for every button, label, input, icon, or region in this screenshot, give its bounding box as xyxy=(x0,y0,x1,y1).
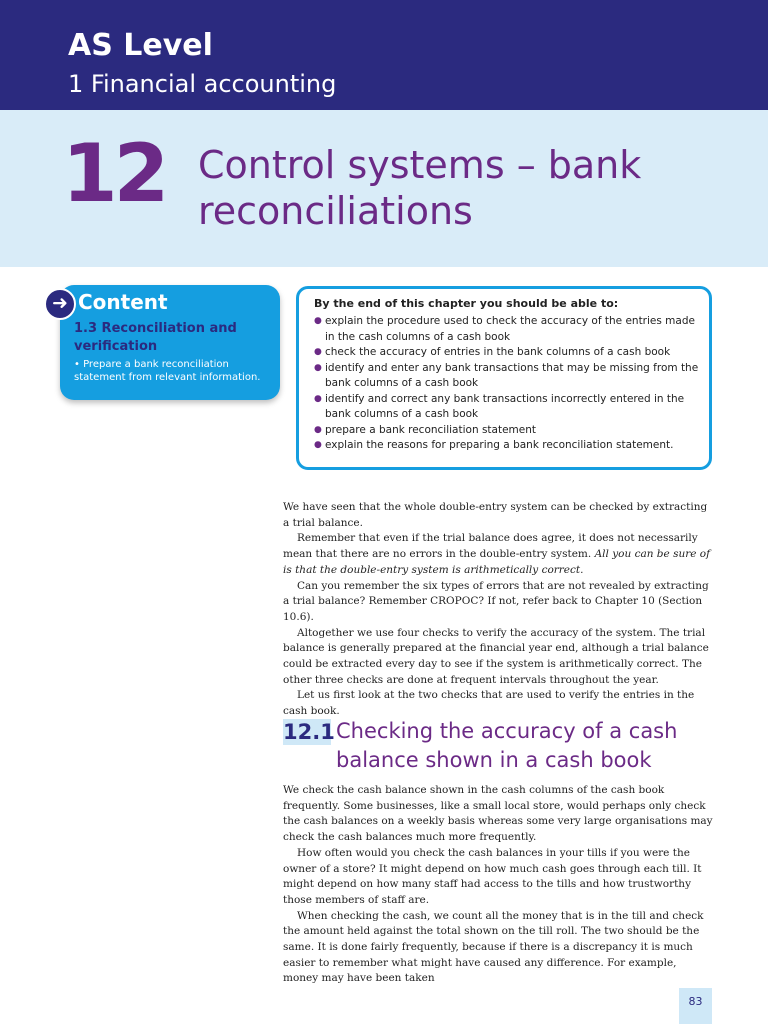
emphasis-text: All you can be sure of is that the double-entry system is arithmetically correct. xyxy=(283,548,711,576)
paragraph-text: Remember that even if the trial balance does agree, it does not necessarily mean that there are no errors in the double-entry system. xyxy=(283,532,698,561)
section-title-line1: Checking the accuracy of a cash xyxy=(336,719,678,743)
paragraph: Can you remember the six types of errors that are not revealed by extracting a trial balance? Remember CROPOC? If not, refer back to Chapter 10 (Section 10.6). xyxy=(283,579,709,623)
part-subtitle: 1 Financial accounting xyxy=(68,70,337,98)
objective-item: ● explain the procedure used to check the accuracy of the entries made in the cash columns of a cash book xyxy=(314,314,699,345)
paragraph: Let us first look at the two checks that are used to verify the entries in the cash book. xyxy=(283,689,695,718)
content-item: • Prepare a bank reconciliation statement from relevant information. xyxy=(74,359,261,383)
content-heading-line1: 1.3 Reconciliation and xyxy=(74,321,237,336)
content-heading-line2: verification xyxy=(74,339,158,354)
section-number: 12.1 xyxy=(283,720,335,744)
intro-text xyxy=(283,500,713,720)
content-heading xyxy=(74,320,274,356)
level-title: AS Level xyxy=(68,28,213,63)
page-number: 83 xyxy=(679,988,712,1024)
paragraph: Altogether we use four checks to verify the accuracy of the system. The trial balance is generally prepared at the financial year end, although a trial balance could be extracted every day to see if the system is arithmetically correct. The other three checks are done at frequent intervals throughout the year. xyxy=(283,626,709,686)
objective-item: ● explain the reasons for preparing a bank reconciliation statement. xyxy=(314,438,699,454)
paragraph: How often would you check the cash balances in your tills if you were the owner of a store? It might depend on how much cash goes through each till. It might depend on how many staff had access to the tills and how trustworthy those members of staff are. xyxy=(283,846,702,906)
arrow-right-icon: ➜ xyxy=(44,288,76,320)
chapter-title-line2: reconciliations xyxy=(198,189,473,233)
objective-item: ● identify and correct any bank transactions incorrectly entered in the bank columns of a cash book xyxy=(314,392,699,423)
objectives-list xyxy=(314,314,699,454)
section-title-line2: balance shown in a cash book xyxy=(336,748,652,772)
objective-item: ● check the accuracy of entries in the bank columns of a cash book xyxy=(314,345,699,361)
chapter-title xyxy=(198,142,641,234)
objectives-intro: By the end of this chapter you should be able to: xyxy=(314,297,619,310)
chapter-title-line1: Control systems – bank xyxy=(198,143,642,187)
paragraph: When checking the cash, we count all the money that is in the till and check the amount held against the total shown on the till roll. The two should be the same. It is done fairly frequently, because if there is a discrepancy it is much easier to remember what might have caused any difference. For example, money may have been taken xyxy=(283,909,704,985)
paragraph: We check the cash balance shown in the cash columns of the cash book frequently. Some businesses, like a small local store, would perhaps only check the cash balances on a weekly basis whereas some very large organisations may check the cash balances much more frequently. xyxy=(283,784,713,844)
objective-item: ● prepare a bank reconciliation statement xyxy=(314,423,699,439)
objective-item: ● identify and enter any bank transactions that may be missing from the bank columns of a cash book xyxy=(314,361,699,392)
paragraph: We have seen that the whole double-entry system can be checked by extracting a trial balance. xyxy=(283,501,708,529)
chapter-number: 12 xyxy=(62,127,166,220)
paragraph xyxy=(283,531,713,578)
section-title xyxy=(336,717,716,775)
content-title: Content xyxy=(78,290,168,314)
section-text xyxy=(283,783,713,987)
